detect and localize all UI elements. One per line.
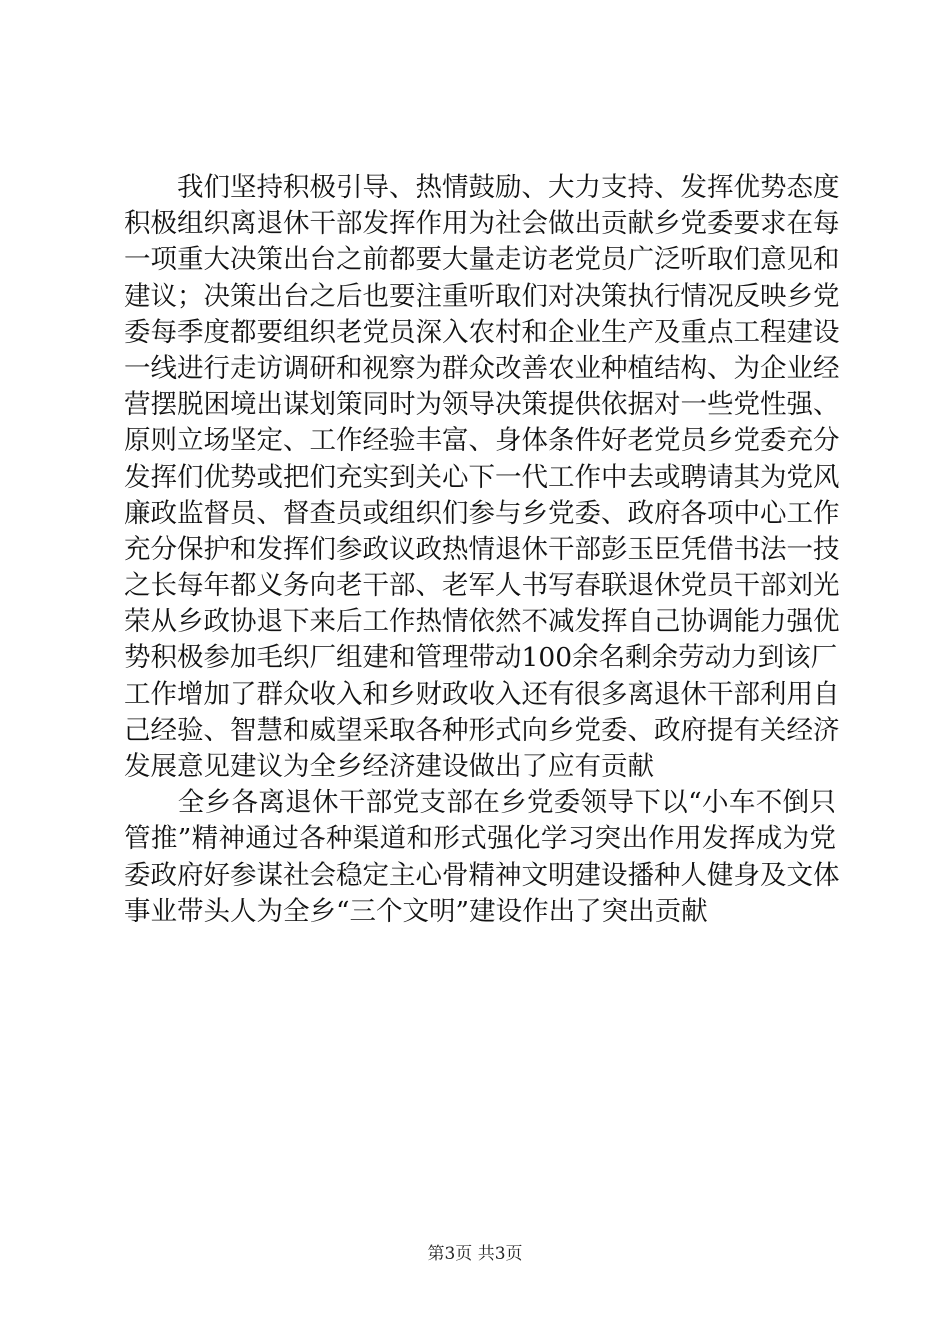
text-line: 委每季度都要组织老党员深入农村和企业生产及重点工程建设 — [124, 316, 840, 348]
text-line: 荣从乡政协退下来后工作热情依然不减发挥自己协调能力强优 — [124, 606, 840, 638]
text-line: 委政府好参谋社会稳定主心骨精神文明建设播种人健身及文体 — [124, 859, 840, 891]
paragraph-1 — [124, 170, 840, 785]
text-line: 我们坚持积极引导、热情鼓励、大力支持、发挥优势态度 — [124, 172, 840, 203]
text-line: 一线进行走访调研和视察为群众改善农业种植结构、为企业经 — [124, 352, 840, 384]
text-line: 全乡各离退休干部党支部在乡党委领导下以“小车不倒只 — [124, 787, 836, 819]
text-line: 发展意见建议为全乡经济建设做出了应有贡献 — [124, 751, 654, 782]
paragraph-2 — [124, 785, 840, 930]
text-line: 己经验、智慧和威望采取各种形式向乡党委、政府提有关经济 — [124, 714, 840, 746]
text-line: 营摆脱困境出谋划策同时为领导决策提供依据对一些党性强、 — [124, 389, 840, 421]
text-line: 之长每年都义务向老干部、老军人书写春联退休党员干部刘光 — [124, 570, 840, 602]
page-footer — [0, 1242, 950, 1266]
text-line: 建议；决策出台之后也要注重听取们对决策执行情况反映乡党 — [124, 280, 840, 312]
text-line: 管推”精神通过各种渠道和形式强化学习突出作用发挥成为党 — [124, 823, 836, 855]
text-line: 势积极参加毛织厂组建和管理带动100余名剩余劳动力到该厂 — [124, 642, 838, 674]
text-line: 事业带头人为全乡“三个文明”建设作出了突出贡献 — [124, 895, 708, 927]
document-body — [124, 170, 840, 930]
text-line: 廉政监督员、督查员或组织们参与乡党委、政府各项中心工作 — [124, 497, 840, 529]
page-number: 第3页 共3页 — [427, 1244, 523, 1264]
text-line: 工作增加了群众收入和乡财政收入还有很多离退休干部利用自 — [124, 678, 840, 710]
text-line: 发挥们优势或把们充实到关心下一代工作中去或聘请其为党风 — [124, 461, 840, 493]
text-line: 积极组织离退休干部发挥作用为社会做出贡献乡党委要求在每 — [124, 208, 840, 240]
text-line: 原则立场坚定、工作经验丰富、身体条件好老党员乡党委充分 — [124, 425, 840, 457]
text-line: 一项重大决策出台之前都要大量走访老党员广泛听取们意见和 — [124, 244, 840, 276]
text-line: 充分保护和发挥们参政议政热情退休干部彭玉臣凭借书法一技 — [124, 533, 840, 565]
